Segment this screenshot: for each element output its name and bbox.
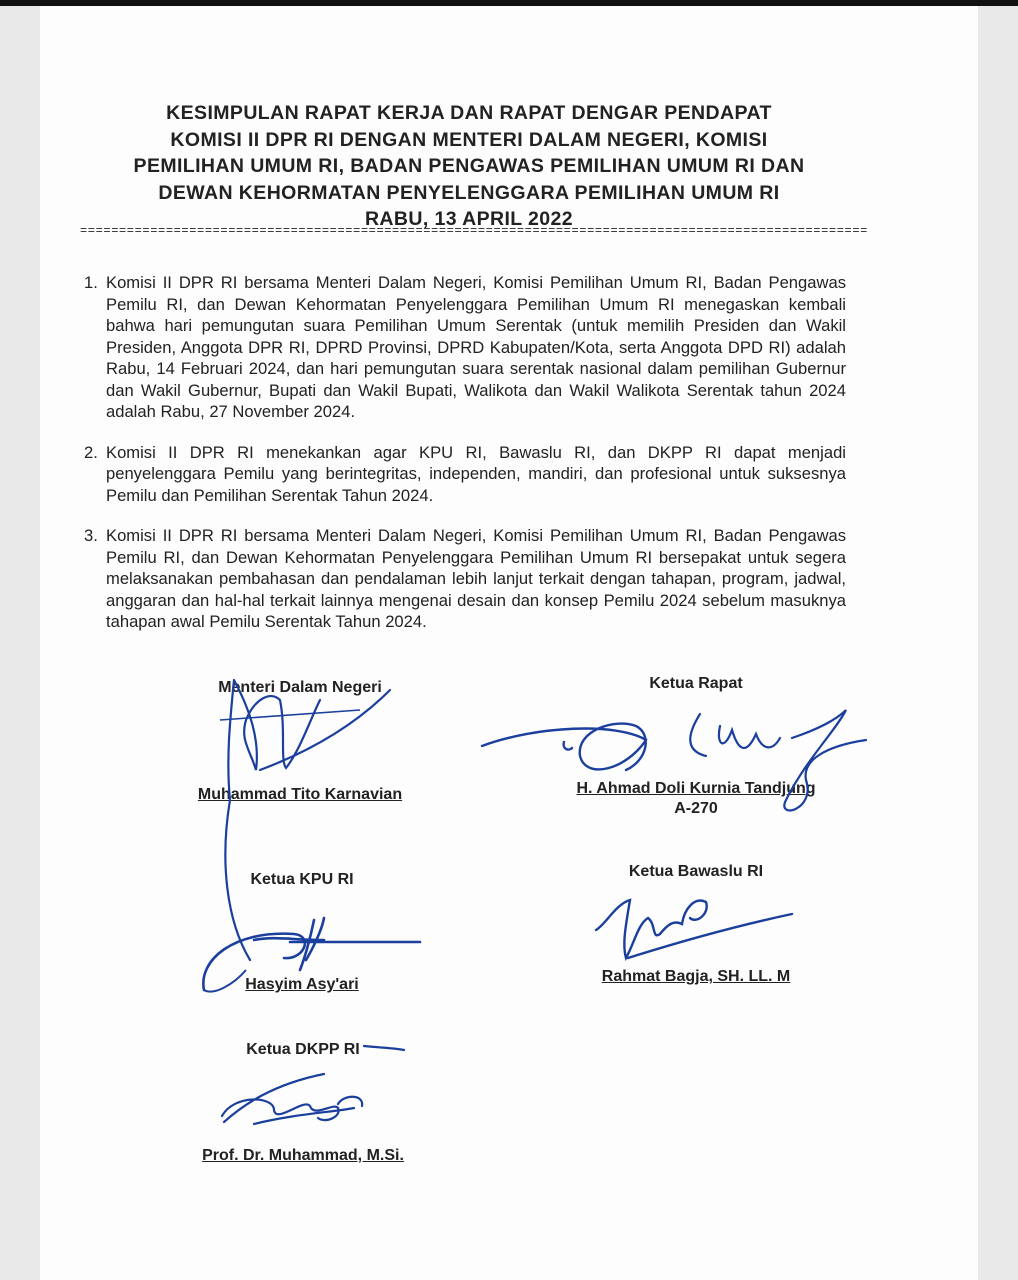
title-line: KOMISI II DPR RI DENGAN MENTERI DALAM NEGERI, KOMISI (170, 128, 768, 151)
item-number: 2. (84, 442, 98, 462)
signature-dkpp (214, 1044, 424, 1134)
title-line: PEMILIHAN UMUM RI, BADAN PENGAWAS PEMILIHAN UMUM RI DAN (133, 155, 805, 177)
list-item (84, 525, 846, 633)
signatory-ketua-rapat-name: H. Ahmad Doli Kurnia Tandjung (576, 780, 816, 797)
separator-rule: ===================================================================================================== (80, 224, 868, 238)
item-number: 1. (84, 273, 98, 292)
signatory-kpu-name: Hasyim Asy'ari (245, 976, 359, 993)
document-title (60, 100, 878, 233)
signature-bawaslu (586, 884, 806, 974)
list-item (84, 442, 846, 507)
conclusion-list (84, 272, 846, 652)
signatory-ketua-rapat-role: Ketua Rapat (649, 675, 743, 692)
signatory-kpu-role: Ketua KPU RI (250, 871, 354, 888)
signatory-dkpp-name: Prof. Dr. Muhammad, M.Si. (202, 1147, 404, 1164)
signatory-bawaslu-role: Ketua Bawaslu RI (628, 863, 764, 880)
title-line: DEWAN KEHORMATAN PENYELENGGARA PEMILIHAN UMUM RI (158, 181, 780, 204)
title-date: RABU, 13 APRIL 2022 (364, 208, 574, 230)
item-text: Komisi II DPR RI bersama Menteri Dalam Negeri, Komisi Pemilihan Umum RI, Badan Pengawas Pemilu RI, dan Dewan Kehormatan Penyelenggara Pemilihan Umum RI menegaskan kembali bahwa hari pemungutan suara Pemilihan Umum Serentak (untuk memilih Presiden dan Wakil Presiden, Anggota DPR RI, DPRD Provinsi, DPRD Kabupaten/Kota, serta Anggota DPD RI) adalah Rabu, 14 Februari 2024, dan hari pemungutan suara serentak nasional dalam pemilihan Gubernur dan Wakil Gubernur, Bupati dan Wakil Bupati, Walikota dan Wakil Walikota Serentak tahun 2024 adalah Rabu, 27 November 2024. (106, 273, 846, 421)
signatory-bawaslu-name: Rahmat Bagja, SH. LL. M (601, 968, 791, 985)
signatory-mendagri-role: Menteri Dalam Negeri (218, 679, 382, 696)
item-number: 3. (84, 526, 98, 545)
signatory-mendagri-name: Muhammad Tito Karnavian (197, 786, 403, 803)
signature-ketua-rapat (476, 690, 876, 830)
title-line: KESIMPULAN RAPAT KERJA DAN RAPAT DENGAR PENDAPAT (166, 102, 772, 124)
list-item (84, 272, 846, 423)
signatory-ketua-rapat-code: A-270 (674, 800, 718, 817)
item-text: Komisi II DPR RI menekankan agar KPU RI, Bawaslu RI, dan DKPP RI dapat menjadi penyelenggara Pemilu yang berintegritas, independen, mandiri, dan profesional untuk suksesnya Pemilu dan Pemilihan Serentak Tahun 2024. (106, 442, 846, 505)
item-text: Komisi II DPR RI bersama Menteri Dalam Negeri, Komisi Pemilihan Umum RI, Badan Pengawas Pemilu RI, dan Dewan Kehormatan Penyelenggara Pemilihan Umum RI bersepakat untuk segera melaksanakan pembahasan dan pendalaman lebih lanjut terkait dengan tahapan, program, jadwal, anggaran dan hal-hal terkait lainnya mengenai desain dan konsep Pemilu 2024 sebelum masuknya tahapan awal Pemilu Serentak Tahun 2024. (106, 526, 846, 631)
signature-kpu (194, 900, 434, 1010)
signatory-dkpp-role: Ketua DKPP RI (246, 1041, 360, 1058)
